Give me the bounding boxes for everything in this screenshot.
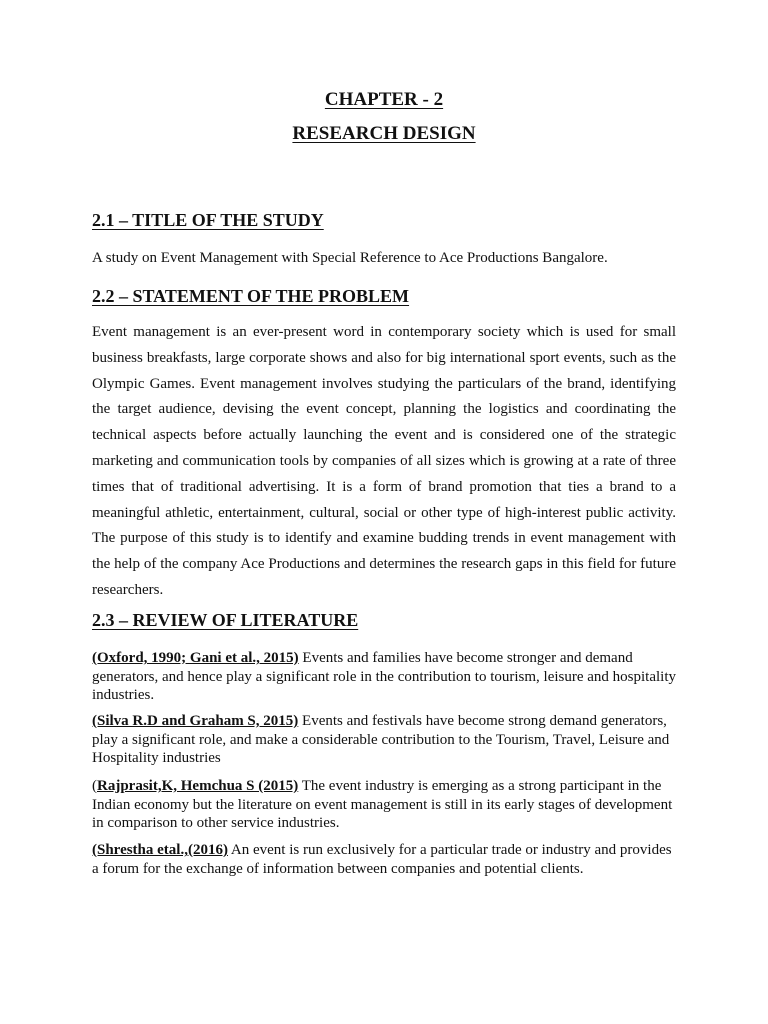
section-heading-statement-of-problem: 2.2 – STATEMENT OF THE PROBLEM	[92, 286, 410, 306]
study-title-text: A study on Event Management with Special Reference to Ace Productions Bangalore.	[92, 250, 608, 266]
literature-text: An event is run exclusively for a particular trade or industry and provides a forum for the exchange of information between companies and potential clients.	[92, 842, 672, 877]
chapter-title: CHAPTER - 2	[324, 89, 444, 110]
literature-citation: Rajprasit,K, Hemchua S (2015)	[97, 778, 299, 794]
chapter-subtitle: RESEARCH DESIGN	[292, 123, 476, 144]
literature-entry	[92, 777, 676, 833]
problem-statement-text: Event management is an ever-present word in contemporary society which is used for small business breakfasts, large corporate shows and also for big international sport events, such as the Olympic Games. Event management involves studying the particulars of the brand, identifying the target audience, devising the event concept, planning the logistics and coordinating the technical aspects before actually launching the event and is considered one of the strategic marketing and communication tools by companies of all sizes which is growing at a rate of three times that of traditional advertising. It is a form of brand promotion that ties a brand to a meaningful athletic, entertainment, cultural, social or other type of high-interest public activity. The purpose of this study is to identify and examine budding trends in event management with the help of the company Ace Productions and determines the research gaps in this field for future researchers.	[92, 324, 676, 598]
literature-text: The event industry is emerging as a strong participant in the Indian economy but the literature on event management is still in its early stages of development in comparison to other service industries.	[92, 778, 673, 831]
literature-citation: (Silva R.D and Graham S, 2015)	[92, 713, 299, 729]
literature-text: Events and festivals have become strong demand generators, play a significant role, and make a considerable contribution to the Tourism, Travel, Leisure and Hospitality industries	[92, 713, 670, 766]
literature-entry	[92, 649, 676, 705]
section-heading-title-of-study: 2.1 – TITLE OF THE STUDY	[92, 210, 324, 230]
literature-prefix: (	[92, 778, 97, 794]
literature-citation: (Oxford, 1990; Gani et al., 2015)	[92, 650, 299, 666]
section-heading-review-of-literature: 2.3 – REVIEW OF LITERATURE	[92, 610, 359, 630]
literature-citation: (Shrestha etal.,(2016)	[92, 842, 228, 858]
literature-entry	[92, 712, 676, 768]
literature-entry	[92, 841, 676, 878]
literature-text: Events and families have become stronger and demand generators, and hence play a significant role in the contribution to tourism, leisure and hospitality industries.	[92, 650, 677, 703]
